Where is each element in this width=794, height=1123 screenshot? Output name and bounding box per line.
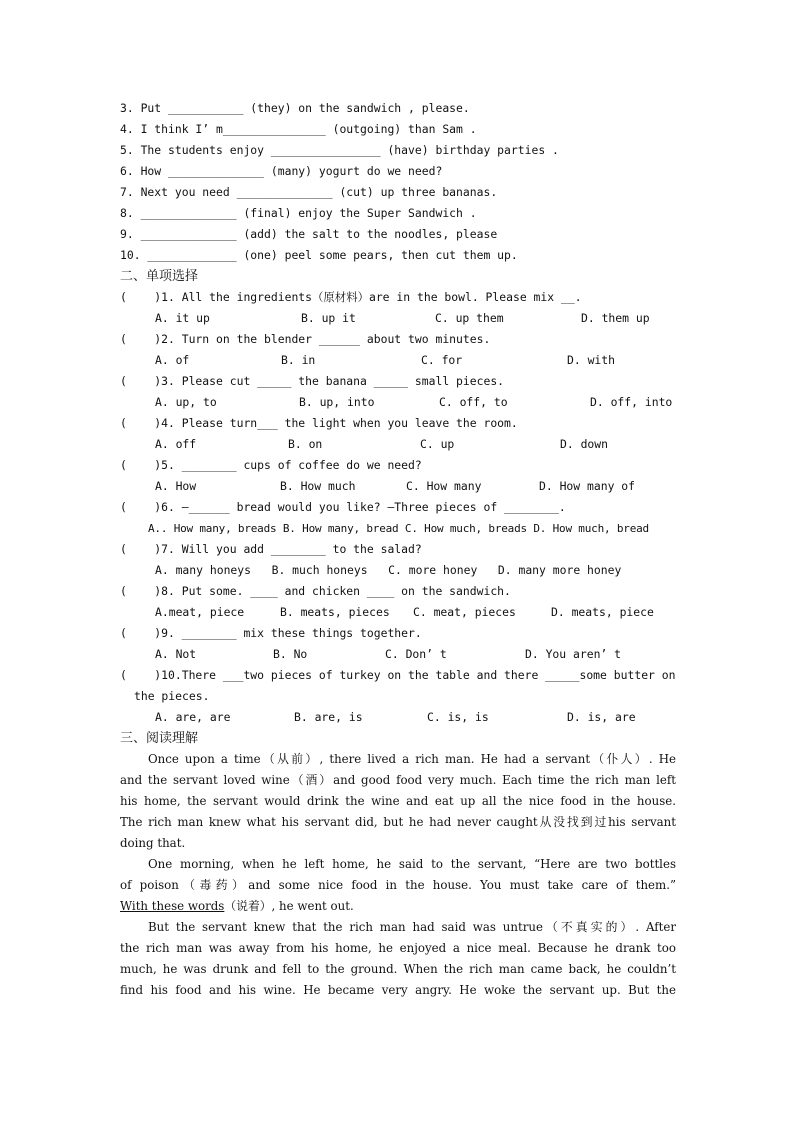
question-stem: ( )7. Will you add ________ to the salad? [120, 542, 422, 556]
question-options: A. many honeys B. much honeys C. more honey D. many more honey [155, 563, 622, 577]
fill-blank-item: 4. I think I’ m_______________ (outgoing) than Sam . [120, 122, 477, 136]
reading-passage [120, 749, 676, 1001]
question-stem: ( )9. ________ mix these things together. [120, 626, 422, 640]
section-title-multiple-choice: 二、单项选择 [120, 269, 199, 284]
paragraph-line: much, he was drunk and fell to the ground. When the rich man came back, he couldn’t [120, 962, 676, 976]
option-d: D. meats, piece [551, 605, 654, 619]
question-stem: ( )8. Put some. ____ and chicken ____ on the sandwich. [120, 584, 511, 598]
question-options [120, 644, 676, 665]
paragraph-line: of poison（毒药）and some nice food in the house. You must take care of them.” [120, 878, 676, 892]
fill-blank-item: 7. Next you need ______________ (cut) up three bananas. [120, 185, 498, 199]
paragraph-line: the rich man was away from his home, he enjoyed a nice meal. Because he drank too [120, 941, 676, 955]
paragraph-text: （说着）, he went out. [224, 899, 354, 913]
option-c: C. meat, pieces [413, 605, 516, 619]
paragraph-line: his home, the servant would drink the wine and eat up all the nice food in the house. [120, 794, 676, 808]
paragraph-line: Once upon a time（从前）, there lived a rich man. He had a servant（仆人）. He [148, 752, 676, 766]
option-d: D. off, into [590, 395, 673, 409]
question-stem: ( )2. Turn on the blender ______ about two minutes. [120, 332, 491, 346]
fill-blank-item: 10. _____________ (one) peel some pears, then cut them up. [120, 248, 518, 262]
option-c: C. up [420, 437, 455, 451]
paragraph-line: doing that. [120, 836, 186, 850]
paragraph [120, 854, 676, 917]
question-options [120, 707, 676, 728]
option-a: A. off [155, 437, 197, 451]
question-stem: ( )4. Please turn___ the light when you leave the room. [120, 416, 518, 430]
option-a: A. How [155, 479, 197, 493]
option-c: C. up them [435, 311, 504, 325]
question-stem: ( )1. All the ingredients（原材料）are in the bowl. Please mix __. [120, 290, 582, 304]
option-a: A. up, to [155, 395, 217, 409]
multiple-choice-section [120, 287, 676, 728]
option-a: A. are, are [155, 710, 231, 724]
option-b: B. are, is [294, 710, 363, 724]
question-stem-continued: the pieces. [134, 689, 210, 703]
paragraph-line: One morning, when he left home, he said to the servant, “Here are two bottles [148, 857, 676, 871]
question-options [120, 434, 676, 455]
question-options [120, 350, 676, 371]
option-d: D. down [560, 437, 609, 451]
option-b: B. up it [301, 311, 356, 325]
option-c: C. for [421, 353, 463, 367]
paragraph-line: find his food and his wine. He became very angry. He woke the servant up. But the [120, 983, 676, 997]
option-b: B. in [281, 353, 316, 367]
option-a: A. of [155, 353, 190, 367]
question-options [120, 392, 676, 413]
option-d: D. You aren’ t [525, 647, 622, 661]
fill-blank-section [120, 98, 676, 266]
question-options [120, 476, 676, 497]
question-stem: ( )6. —______ bread would you like? —Three pieces of ________. [120, 500, 566, 514]
option-d: D. them up [581, 311, 650, 325]
option-a: A. Not [155, 647, 197, 661]
option-b: B. up, into [299, 395, 375, 409]
underlined-phrase: With these words [120, 899, 225, 913]
option-b: B. on [288, 437, 323, 451]
option-b: B. No [273, 647, 308, 661]
option-d: D. How many of [539, 479, 636, 493]
fill-blank-item: 5. The students enjoy ________________ (have) birthday parties . [120, 143, 559, 157]
option-a: A. it up [155, 311, 210, 325]
option-a: A.meat, piece [155, 605, 245, 619]
question-options [120, 308, 676, 329]
fill-blank-item: 6. How ______________ (many) yogurt do we need? [120, 164, 443, 178]
question-options: A.. How many, breads B. How many, bread C. How much, breads D. How much, bread [148, 522, 649, 535]
paragraph [120, 917, 676, 1001]
question-stem: ( )10.There ___two pieces of turkey on the table and there _____some butter on [120, 668, 676, 682]
paragraph-line [120, 896, 676, 917]
option-d: D. with [567, 353, 616, 367]
paragraph-line: and the servant loved wine（酒）and good food very much. Each time the rich man left [120, 773, 676, 787]
question-stem: ( )3. Please cut _____ the banana _____ small pieces. [120, 374, 505, 388]
paragraph-line: But the servant knew that the rich man had said was untrue（不真实的）. After [148, 920, 676, 934]
paragraph-line: The rich man knew what his servant did, but he had never caught从没找到过his servant [120, 815, 676, 829]
worksheet-page [120, 98, 676, 1001]
option-c: C. off, to [439, 395, 508, 409]
paragraph [120, 749, 676, 854]
section-title-reading: 三、阅读理解 [120, 731, 199, 746]
option-b: B. How much [280, 479, 356, 493]
option-c: C. Don’ t [385, 647, 447, 661]
fill-blank-item: 3. Put ___________ (they) on the sandwich , please. [120, 101, 470, 115]
option-c: C. is, is [427, 710, 489, 724]
question-stem: ( )5. ________ cups of coffee do we need? [120, 458, 422, 472]
fill-blank-item: 8. ______________ (final) enjoy the Super Sandwich . [120, 206, 477, 220]
fill-blank-item: 9. ______________ (add) the salt to the noodles, please [120, 227, 498, 241]
question-options [120, 602, 676, 623]
option-c: C. How many [406, 479, 482, 493]
option-d: D. is, are [567, 710, 636, 724]
option-b: B. meats, pieces [280, 605, 390, 619]
